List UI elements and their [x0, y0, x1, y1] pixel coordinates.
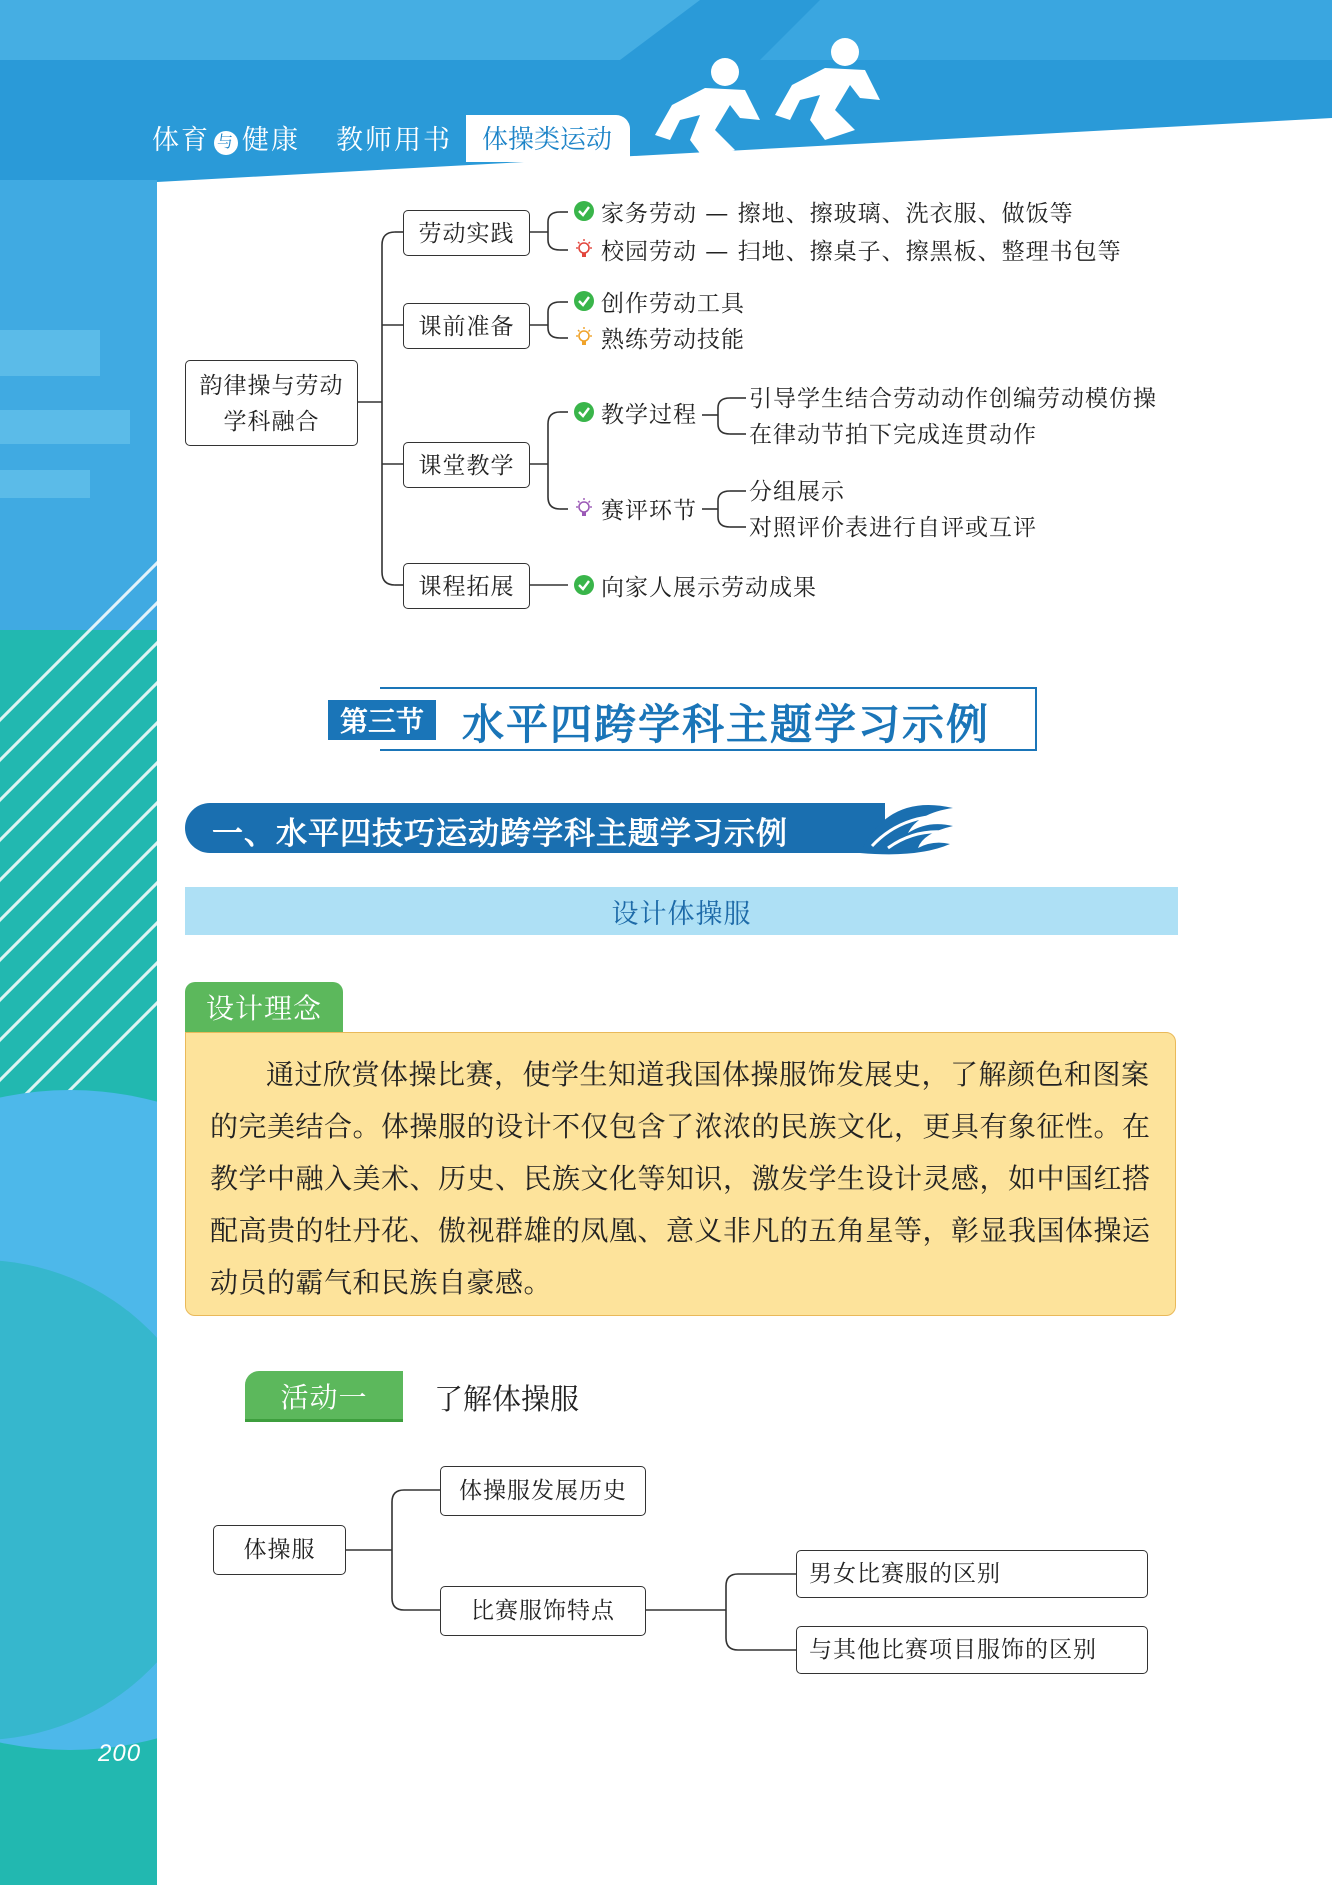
branch-label: 课前准备: [418, 313, 515, 339]
mindmap-branch-extension: [403, 563, 530, 609]
concept-text: 通过欣赏体操比赛，使学生知道我国体操服饰发展史，了解颜色和图案的完美结合。体操服的设计不仅包含了浓浓的民族文化，更具有象征性。在教学中融入美术、历史、民族文化等知识，激发学生设计灵感，如中国红搭配高贵的牡丹花、傲视群雄的凤凰、意义非凡的五角星等，彰显我国体操运动员的霸气和民族自豪感。: [210, 1058, 1151, 1299]
mindmap-item-evaluation: 赛评环节: [601, 498, 697, 524]
mindmap-branch-labor-practice: [403, 210, 530, 256]
branch-label: 劳动实践: [418, 220, 515, 246]
bulb-icon: [573, 326, 595, 348]
mindmap-sub-group-show: 分组展示: [749, 479, 845, 505]
mindmap-item-housework: 家务劳动 — 擦地、擦玻璃、洗衣服、做饭等: [601, 201, 1074, 227]
bulb-icon: [573, 497, 595, 519]
mindmap-branch-preparation: [403, 303, 530, 349]
book-role: 教师用书: [336, 125, 452, 155]
activity-tab: 活动一: [245, 1371, 403, 1421]
bulb-icon: [573, 238, 595, 260]
book-title-part2: 健康: [242, 125, 300, 155]
mindmap-root-label: 韵律操与劳动学科融合: [199, 372, 344, 434]
activity-branch-history: [440, 1466, 646, 1516]
wave-icon: [858, 798, 958, 858]
check-icon: [573, 401, 595, 423]
subsection-title: 一、水平四技巧运动跨学科主题学习示例: [212, 816, 788, 851]
mindmap-sub-rhythm: 在律动节拍下完成连贯动作: [749, 422, 1037, 448]
check-icon: [573, 200, 595, 222]
activity-leaf-other-sports-diff: [796, 1626, 1148, 1674]
activity-mindmap-root: [213, 1525, 346, 1575]
activity-branch-label: 比赛服饰特点: [471, 1598, 615, 1624]
check-icon: [573, 574, 595, 596]
book-title-conjunction: 与: [214, 131, 238, 155]
mindmap-sub-self-evaluate: 对照评价表进行自评或互评: [749, 515, 1037, 541]
activity-leaf-label: 与其他比赛项目服饰的区别: [809, 1637, 1097, 1663]
mindmap-root: [185, 360, 358, 446]
activity-root-label: 体操服: [243, 1537, 316, 1563]
section-title: 水平四跨学科主题学习示例: [462, 701, 991, 748]
mindmap-branch-classroom: [403, 442, 530, 488]
activity-title: 了解体操服: [434, 1382, 580, 1416]
activity-tab-underline: [245, 1419, 403, 1422]
book-title: [152, 118, 300, 157]
mindmap-item-show-family: 向家人展示劳动成果: [601, 575, 817, 601]
activity-leaf-label: 男女比赛服的区别: [809, 1561, 1001, 1587]
concept-tab: 设计理念: [185, 982, 343, 1032]
mindmap-sub-guide-students: 引导学生结合劳动动作创编劳动模仿操: [749, 386, 1157, 412]
page-number: 200: [98, 1740, 142, 1767]
branch-label: 课程拓展: [418, 573, 515, 599]
branch-label: 课堂教学: [418, 452, 515, 478]
chapter-badge: 体操类运动: [466, 115, 630, 162]
activity-leaf-gender-diff: [796, 1550, 1148, 1598]
mindmap-item-practice-skills: 熟练劳动技能: [601, 327, 745, 353]
activity-branch-label: 体操服发展历史: [459, 1478, 627, 1504]
check-icon: [573, 290, 595, 312]
topic-title: 设计体操服: [185, 887, 1178, 935]
book-title-part1: 体育: [152, 125, 210, 155]
section-label: 第三节: [328, 700, 436, 740]
activity-branch-features: [440, 1586, 646, 1636]
concept-box: [185, 1032, 1176, 1316]
mindmap-item-teaching-process: 教学过程: [601, 402, 697, 428]
mindmap-item-create-tools: 创作劳动工具: [601, 291, 745, 317]
mindmap-item-school-labor: 校园劳动 — 扫地、擦桌子、擦黑板、整理书包等: [601, 239, 1122, 265]
